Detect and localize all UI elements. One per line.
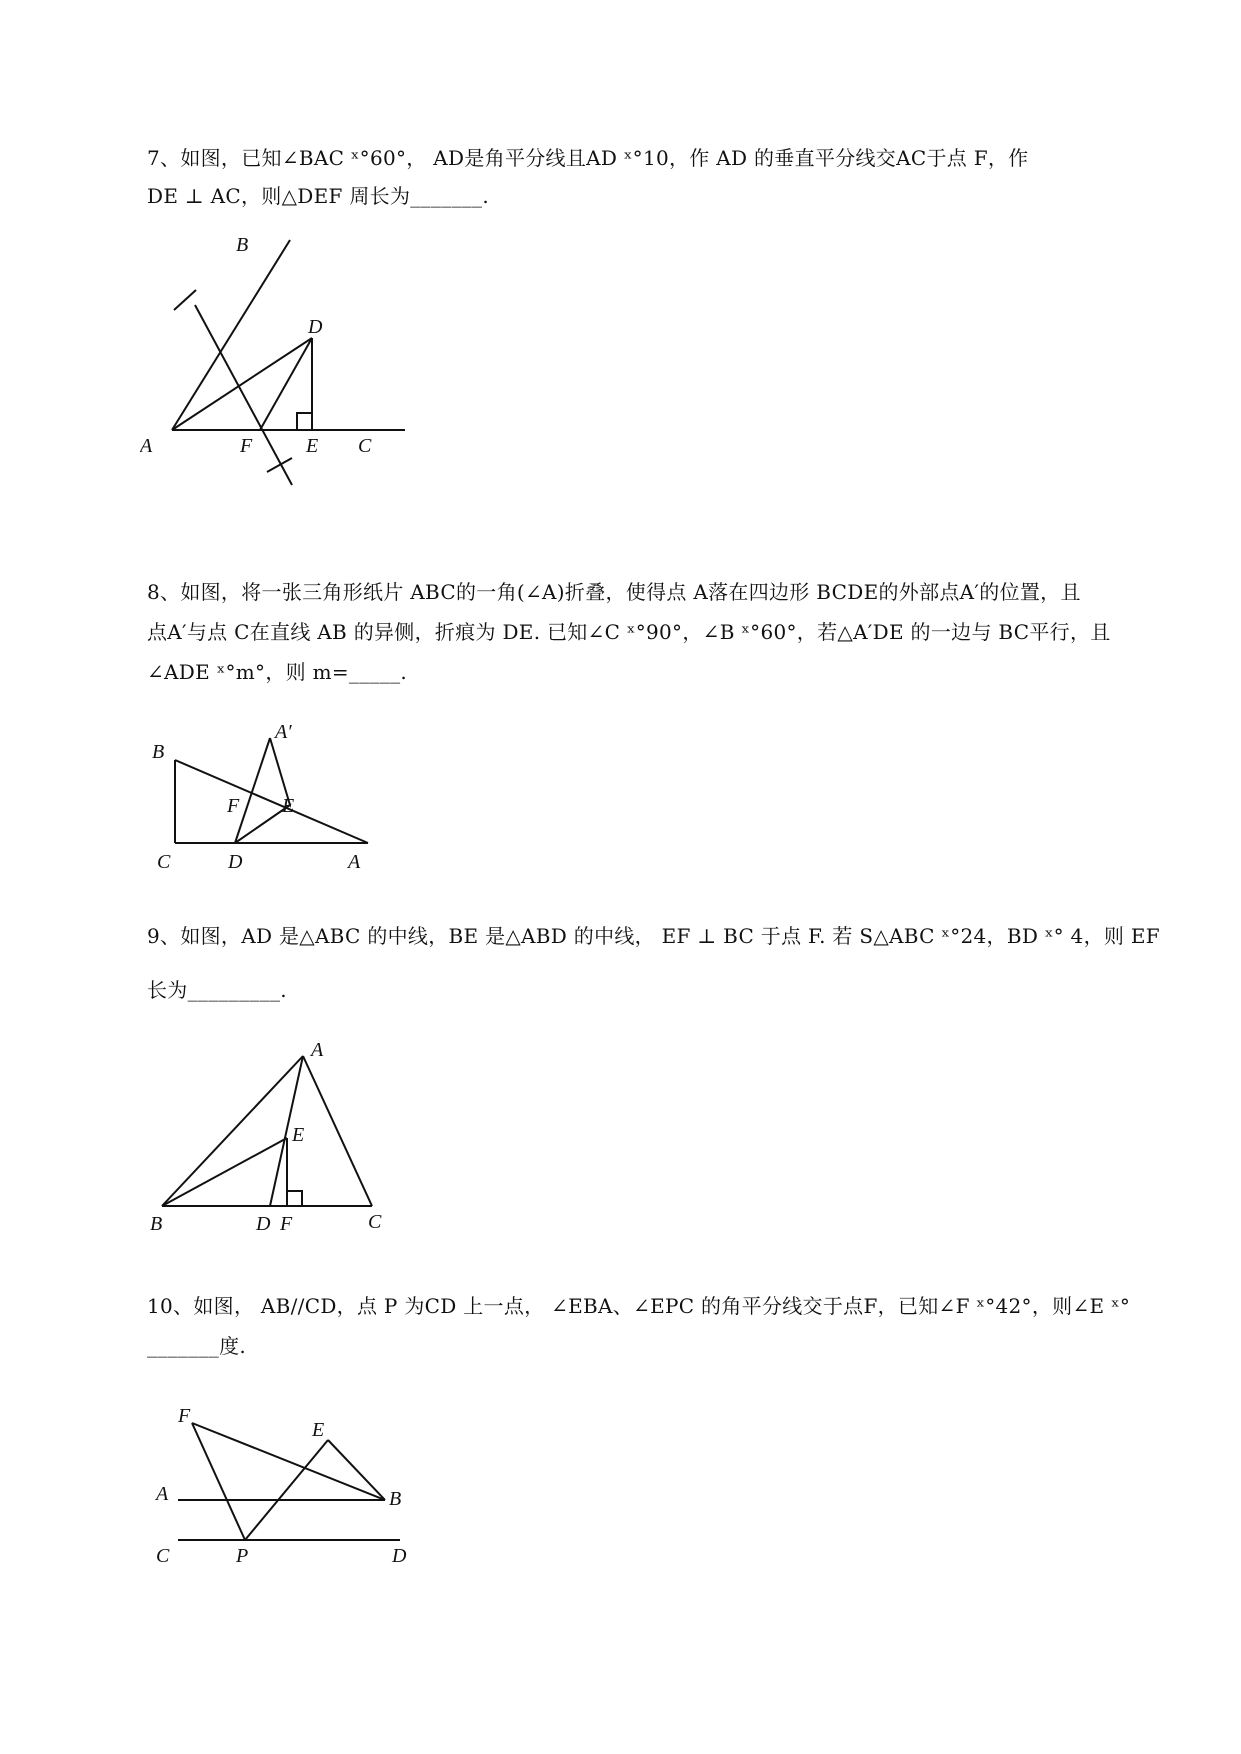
problem-8-figure — [140, 720, 400, 880]
segment-da-prime — [235, 738, 270, 843]
problem-8-line-1: 8、如图，将一张三角形纸片 ABC的一角(∠A)折叠，使得点 A落在四边形 BCDE的外部点A′的位置，且 — [147, 580, 1081, 604]
problem-9-figure — [140, 1038, 400, 1238]
segment-eb — [328, 1440, 385, 1500]
label-b: B — [150, 1213, 163, 1235]
problem-10-line-2: _______度. — [147, 1334, 247, 1358]
right-angle-mark — [297, 413, 312, 430]
right-angle-mark — [287, 1191, 302, 1206]
label-e: E — [292, 1124, 305, 1146]
label-a: A — [311, 1039, 324, 1061]
label-a: A — [140, 435, 153, 457]
problem-7-figure — [140, 230, 440, 510]
perpendicular-bisector — [195, 305, 292, 485]
problem-8-line-3: ∠ADE ˣ°m°，则 m=_____. — [147, 660, 408, 684]
label-a: A — [156, 1483, 169, 1505]
label-e: E — [312, 1419, 325, 1441]
label-d: D — [308, 316, 323, 338]
label-c: C — [157, 851, 171, 873]
median-be — [162, 1138, 287, 1206]
side-ac — [303, 1056, 372, 1206]
label-f: F — [240, 435, 253, 457]
label-a-prime: A′ — [275, 721, 292, 743]
label-d: D — [256, 1213, 271, 1235]
label-d: D — [228, 851, 243, 873]
segment-pe — [245, 1440, 328, 1540]
ray-ab — [172, 240, 290, 430]
label-a: A — [348, 851, 361, 873]
problem-9-line-2: 长为_________. — [147, 978, 287, 1002]
problem-8-line-2: 点A′与点 C在直线 AB 的异侧，折痕为 DE. 已知∠C ˣ°90°，∠B ˣ°60°，若△A′DE 的一边与 BC平行，且 — [147, 620, 1111, 644]
label-f: F — [178, 1405, 191, 1427]
problem-7-line-1: 7、如图，已知∠BAC ˣ°60°， AD是角平分线且AD ˣ°10，作 AD 的垂直平分线交AC于点 F，作 — [147, 146, 1029, 170]
problem-7-line-2: DE ⊥ AC，则△DEF 周长为_______. — [147, 184, 490, 208]
side-ba — [175, 760, 368, 843]
arc-mark-top — [174, 290, 196, 310]
label-c: C — [358, 435, 372, 457]
label-p: P — [236, 1545, 249, 1567]
problem-10-line-1: 10、如图， AB//CD，点 P 为CD 上一点， ∠EBA、∠EPC 的角平分线交于点F，已知∠F ˣ°42°，则∠E ˣ° — [147, 1294, 1131, 1318]
problem-10-figure — [140, 1390, 440, 1570]
label-b: B — [236, 234, 249, 256]
label-b: B — [152, 741, 165, 763]
label-d: D — [392, 1545, 407, 1567]
segment-ad — [172, 338, 312, 430]
label-f: F — [227, 795, 240, 817]
label-f: F — [280, 1213, 293, 1235]
label-c: C — [368, 1211, 382, 1233]
label-e: E — [306, 435, 319, 457]
problem-9-line-1: 9、如图，AD 是△ABC 的中线，BE 是△ABD 的中线， EF ⊥ BC 于点 F. 若 S△ABC ˣ°24，BD ˣ° 4，则 EF — [147, 924, 1160, 948]
label-c: C — [156, 1545, 170, 1567]
label-b: B — [389, 1488, 402, 1510]
segment-df — [260, 338, 312, 430]
label-e: E — [282, 795, 295, 817]
side-ab — [162, 1056, 303, 1206]
